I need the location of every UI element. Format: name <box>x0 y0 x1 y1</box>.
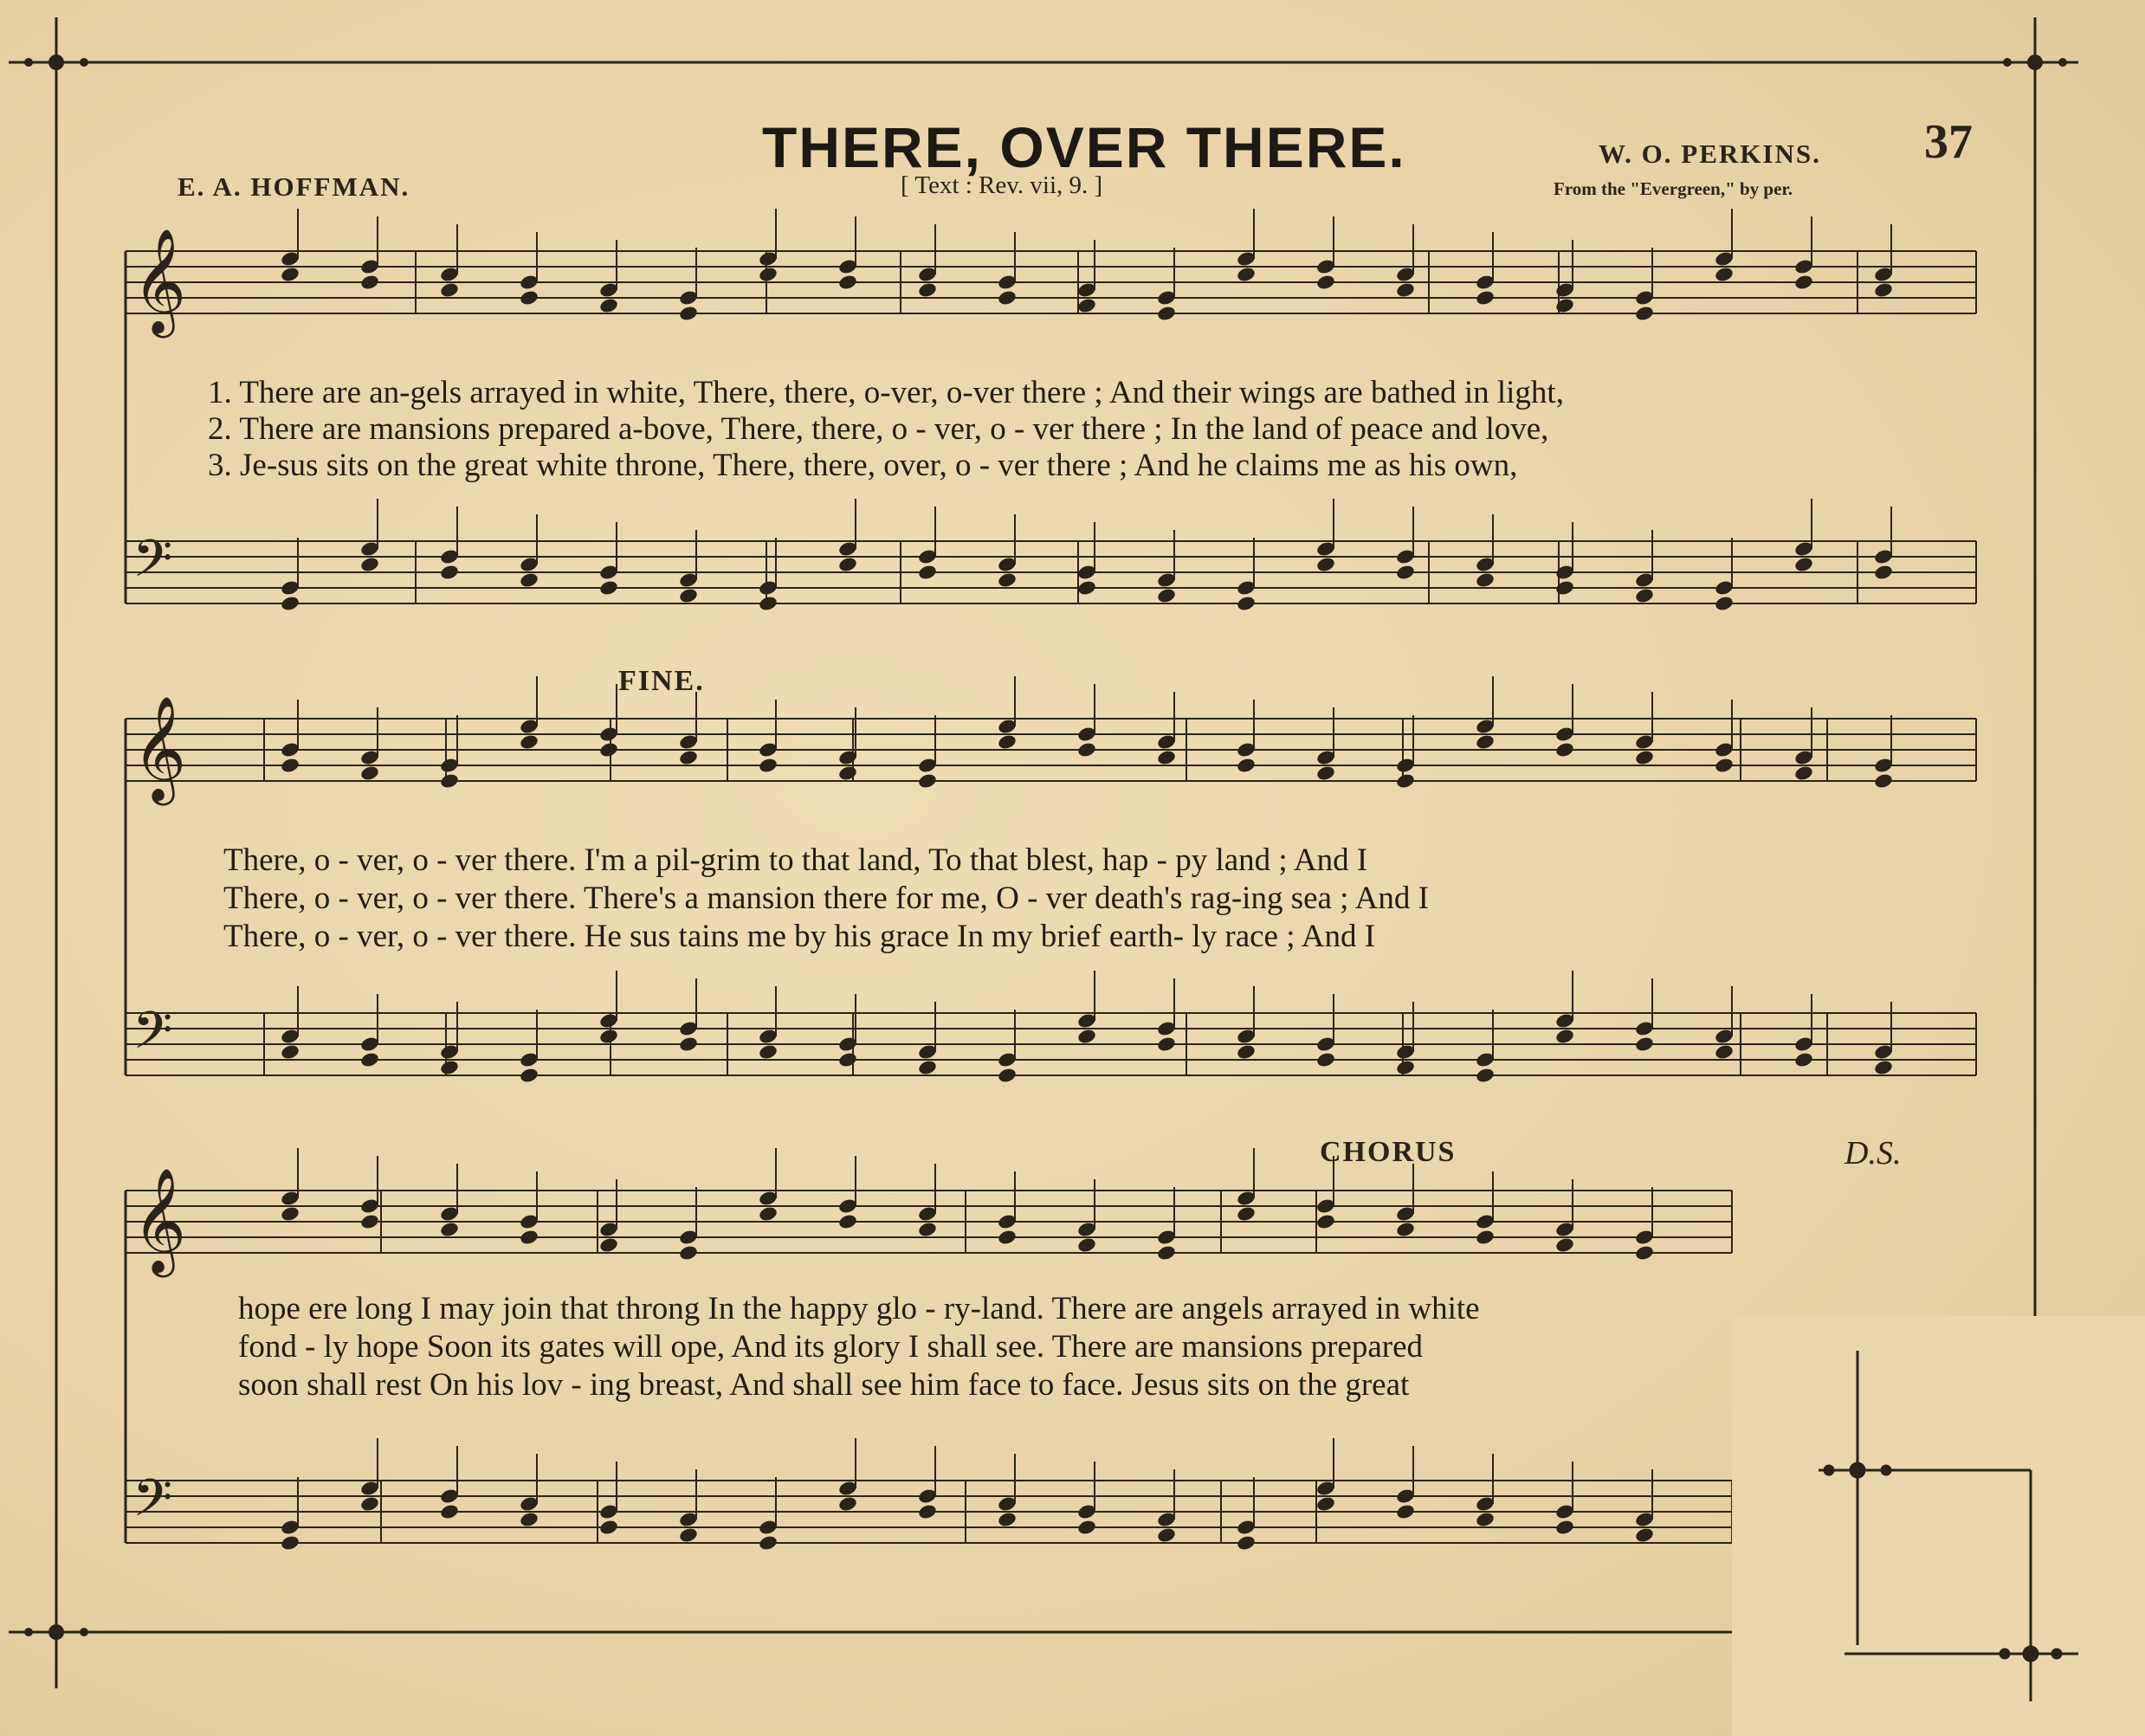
note-head <box>1714 595 1735 612</box>
note-head <box>1156 305 1177 322</box>
note-head <box>519 571 539 589</box>
note-head <box>519 289 539 307</box>
note-head <box>519 1229 539 1246</box>
note-head <box>1714 757 1735 774</box>
note-head <box>997 571 1018 589</box>
note-head <box>1315 1495 1336 1513</box>
note-head <box>1156 587 1177 604</box>
note-head <box>997 1511 1018 1528</box>
note-head <box>598 1519 619 1536</box>
author-credit: E. A. HOFFMAN. <box>178 171 410 202</box>
note-head <box>1315 1213 1336 1230</box>
note-head <box>837 274 858 291</box>
note-head <box>1873 564 1894 581</box>
note-head <box>519 1511 539 1528</box>
lyric-line: 3. Je-sus sits on the great white throne, There, there, over, o - ver there ; And he claims me as his own, <box>208 448 1518 483</box>
note-head <box>1076 1236 1097 1254</box>
note-head <box>837 1051 858 1068</box>
note-head <box>439 1059 460 1076</box>
note-head <box>439 1221 460 1238</box>
note-head <box>598 741 619 758</box>
note-head <box>1156 1526 1177 1544</box>
note-head <box>1634 1244 1655 1262</box>
note-head <box>280 266 300 283</box>
note-head <box>1395 564 1416 581</box>
note-head <box>1236 1043 1257 1061</box>
note-head <box>439 281 460 299</box>
note-head <box>1236 595 1257 612</box>
note-head <box>997 733 1018 751</box>
note-head <box>598 579 619 597</box>
note-head <box>280 1534 300 1552</box>
ds-marker: D.S. <box>1845 1135 1902 1171</box>
note-head <box>758 1534 779 1552</box>
note-head <box>1475 289 1496 307</box>
note-head <box>917 564 938 581</box>
lyric-line: soon shall rest On his lov - ing breast, And shall see him face to face. Jesus sits on the great <box>238 1367 1410 1403</box>
note-head <box>1076 579 1097 597</box>
note-head <box>678 1526 699 1544</box>
note-head <box>1475 733 1496 751</box>
hymn-title: THERE, OVER THERE. <box>762 115 1406 179</box>
note-head <box>1156 1244 1177 1262</box>
note-head <box>1236 1534 1257 1552</box>
border-ornament <box>80 1628 88 1636</box>
source-note: From the "Evergreen," by per. <box>1554 178 1793 199</box>
note-head <box>678 587 699 604</box>
note-head <box>1873 1059 1894 1076</box>
note-head <box>519 1067 539 1084</box>
note-head <box>758 757 779 774</box>
note-head <box>1554 297 1575 314</box>
note-head <box>359 1213 380 1230</box>
note-head <box>997 289 1018 307</box>
lyric-line: 1. There are an-gels arrayed in white, There, there, o-ver, o-ver there ; And their wings are bathed in light, <box>208 375 1564 410</box>
note-head <box>1634 749 1655 766</box>
treble-clef-icon: 𝄞 <box>132 1167 187 1273</box>
note-head <box>837 1495 858 1513</box>
note-head <box>1076 1028 1097 1045</box>
note-head <box>917 1503 938 1520</box>
note-head <box>1475 1511 1496 1528</box>
note-head <box>1634 305 1655 322</box>
lyric-line: There, o - ver, o - ver there. He sus tains me by his grace In my brief earth- ly race ; And I <box>223 919 1376 954</box>
note-head <box>758 595 779 612</box>
note-head <box>678 749 699 766</box>
treble-clef-icon: 𝄞 <box>132 228 187 333</box>
note-head <box>1554 1519 1575 1536</box>
text-reference: [ Text : Rev. vii, 9. ] <box>901 171 1103 199</box>
note-head <box>837 765 858 782</box>
note-head <box>1634 1526 1655 1544</box>
note-head <box>917 1059 938 1076</box>
note-head <box>280 595 300 612</box>
note-head <box>678 305 699 322</box>
border-ornament <box>2003 58 2012 67</box>
note-head <box>1395 1059 1416 1076</box>
note-head <box>1475 571 1496 589</box>
lyric-line: hope ere long I may join that throng In the happy glo - ry-land. There are angels arrayed in white <box>238 1291 1480 1326</box>
lyric-line: 2. There are mansions prepared a-bove, There, there, o - ver, o - ver there ; In the land of peace and love, <box>208 411 1549 447</box>
lyric-line: fond - ly hope Soon its gates will ope, And its glory I shall see. There are mansions prepared <box>238 1329 1424 1365</box>
note-head <box>1475 1067 1496 1084</box>
note-head <box>439 1503 460 1520</box>
note-head <box>1315 274 1336 291</box>
note-head <box>359 1495 380 1513</box>
note-head <box>678 1036 699 1053</box>
note-head <box>1873 772 1894 790</box>
bass-clef-icon: 𝄢 <box>132 1000 173 1073</box>
note-head <box>997 1067 1018 1084</box>
note-head <box>837 556 858 573</box>
note-head <box>1793 1051 1814 1068</box>
note-head <box>917 772 938 790</box>
note-head <box>1156 1036 1177 1053</box>
note-head <box>1315 765 1336 782</box>
note-head <box>1076 741 1097 758</box>
border-ornament <box>2058 58 2067 67</box>
note-head <box>359 765 380 782</box>
note-head <box>1554 579 1575 597</box>
border-ornament <box>80 58 88 67</box>
note-head <box>1395 1503 1416 1520</box>
note-head <box>1315 556 1336 573</box>
note-head <box>1395 772 1416 790</box>
note-head <box>359 556 380 573</box>
border-ornament <box>24 1628 33 1636</box>
note-head <box>758 266 779 283</box>
lyric-line: There, o - ver, o - ver there. I'm a pil-grim to that land, To that blest, hap - py land ; And I <box>223 842 1368 878</box>
composer-credit: W. O. PERKINS. <box>1599 139 1821 169</box>
note-head <box>1236 266 1257 283</box>
note-head <box>997 1229 1018 1246</box>
note-head <box>1554 741 1575 758</box>
note-head <box>598 1028 619 1045</box>
note-head <box>1873 281 1894 299</box>
note-head <box>1236 757 1257 774</box>
note-head <box>758 1043 779 1061</box>
note-head <box>519 733 539 751</box>
chorus-marker: CHORUS <box>1320 1136 1457 1168</box>
treble-clef-icon: 𝄞 <box>132 695 187 801</box>
note-head <box>280 1205 300 1223</box>
bass-clef-icon: 𝄢 <box>132 528 173 601</box>
border-ornament <box>48 1624 64 1640</box>
note-head <box>758 1205 779 1223</box>
note-head <box>1236 1205 1257 1223</box>
note-head <box>359 274 380 291</box>
note-head <box>917 1221 938 1238</box>
note-head <box>439 564 460 581</box>
note-head <box>1475 1229 1496 1246</box>
note-head <box>1076 1519 1097 1536</box>
bass-clef-icon: 𝄢 <box>132 1468 173 1540</box>
note-head <box>1793 765 1814 782</box>
fine-marker: FINE. <box>618 665 705 697</box>
note-head <box>1554 1028 1575 1045</box>
note-head <box>598 297 619 314</box>
note-head <box>280 1043 300 1061</box>
note-head <box>837 1213 858 1230</box>
border-ornament <box>48 55 64 70</box>
note-head <box>1634 587 1655 604</box>
note-head <box>678 1244 699 1262</box>
lyric-line: There, o - ver, o - ver there. There's a mansion there for me, O - ver death's rag-ing sea ; And I <box>223 881 1429 916</box>
note-head <box>280 757 300 774</box>
torn-corner <box>1732 1316 2145 1736</box>
note-head <box>1554 1236 1575 1254</box>
note-head <box>1634 1036 1655 1053</box>
note-head <box>439 772 460 790</box>
note-head <box>1793 274 1814 291</box>
note-head <box>1714 266 1735 283</box>
border-ornament <box>24 58 33 67</box>
page-number: 37 <box>1924 115 1973 169</box>
note-head <box>1315 1051 1336 1068</box>
note-head <box>1714 1043 1735 1061</box>
note-head <box>1793 556 1814 573</box>
note-head <box>359 1051 380 1068</box>
note-head <box>598 1236 619 1254</box>
note-head <box>1395 1221 1416 1238</box>
note-head <box>917 281 938 299</box>
note-head <box>1156 749 1177 766</box>
note-head <box>1076 297 1097 314</box>
note-head <box>1395 281 1416 299</box>
border-ornament <box>2027 55 2043 70</box>
